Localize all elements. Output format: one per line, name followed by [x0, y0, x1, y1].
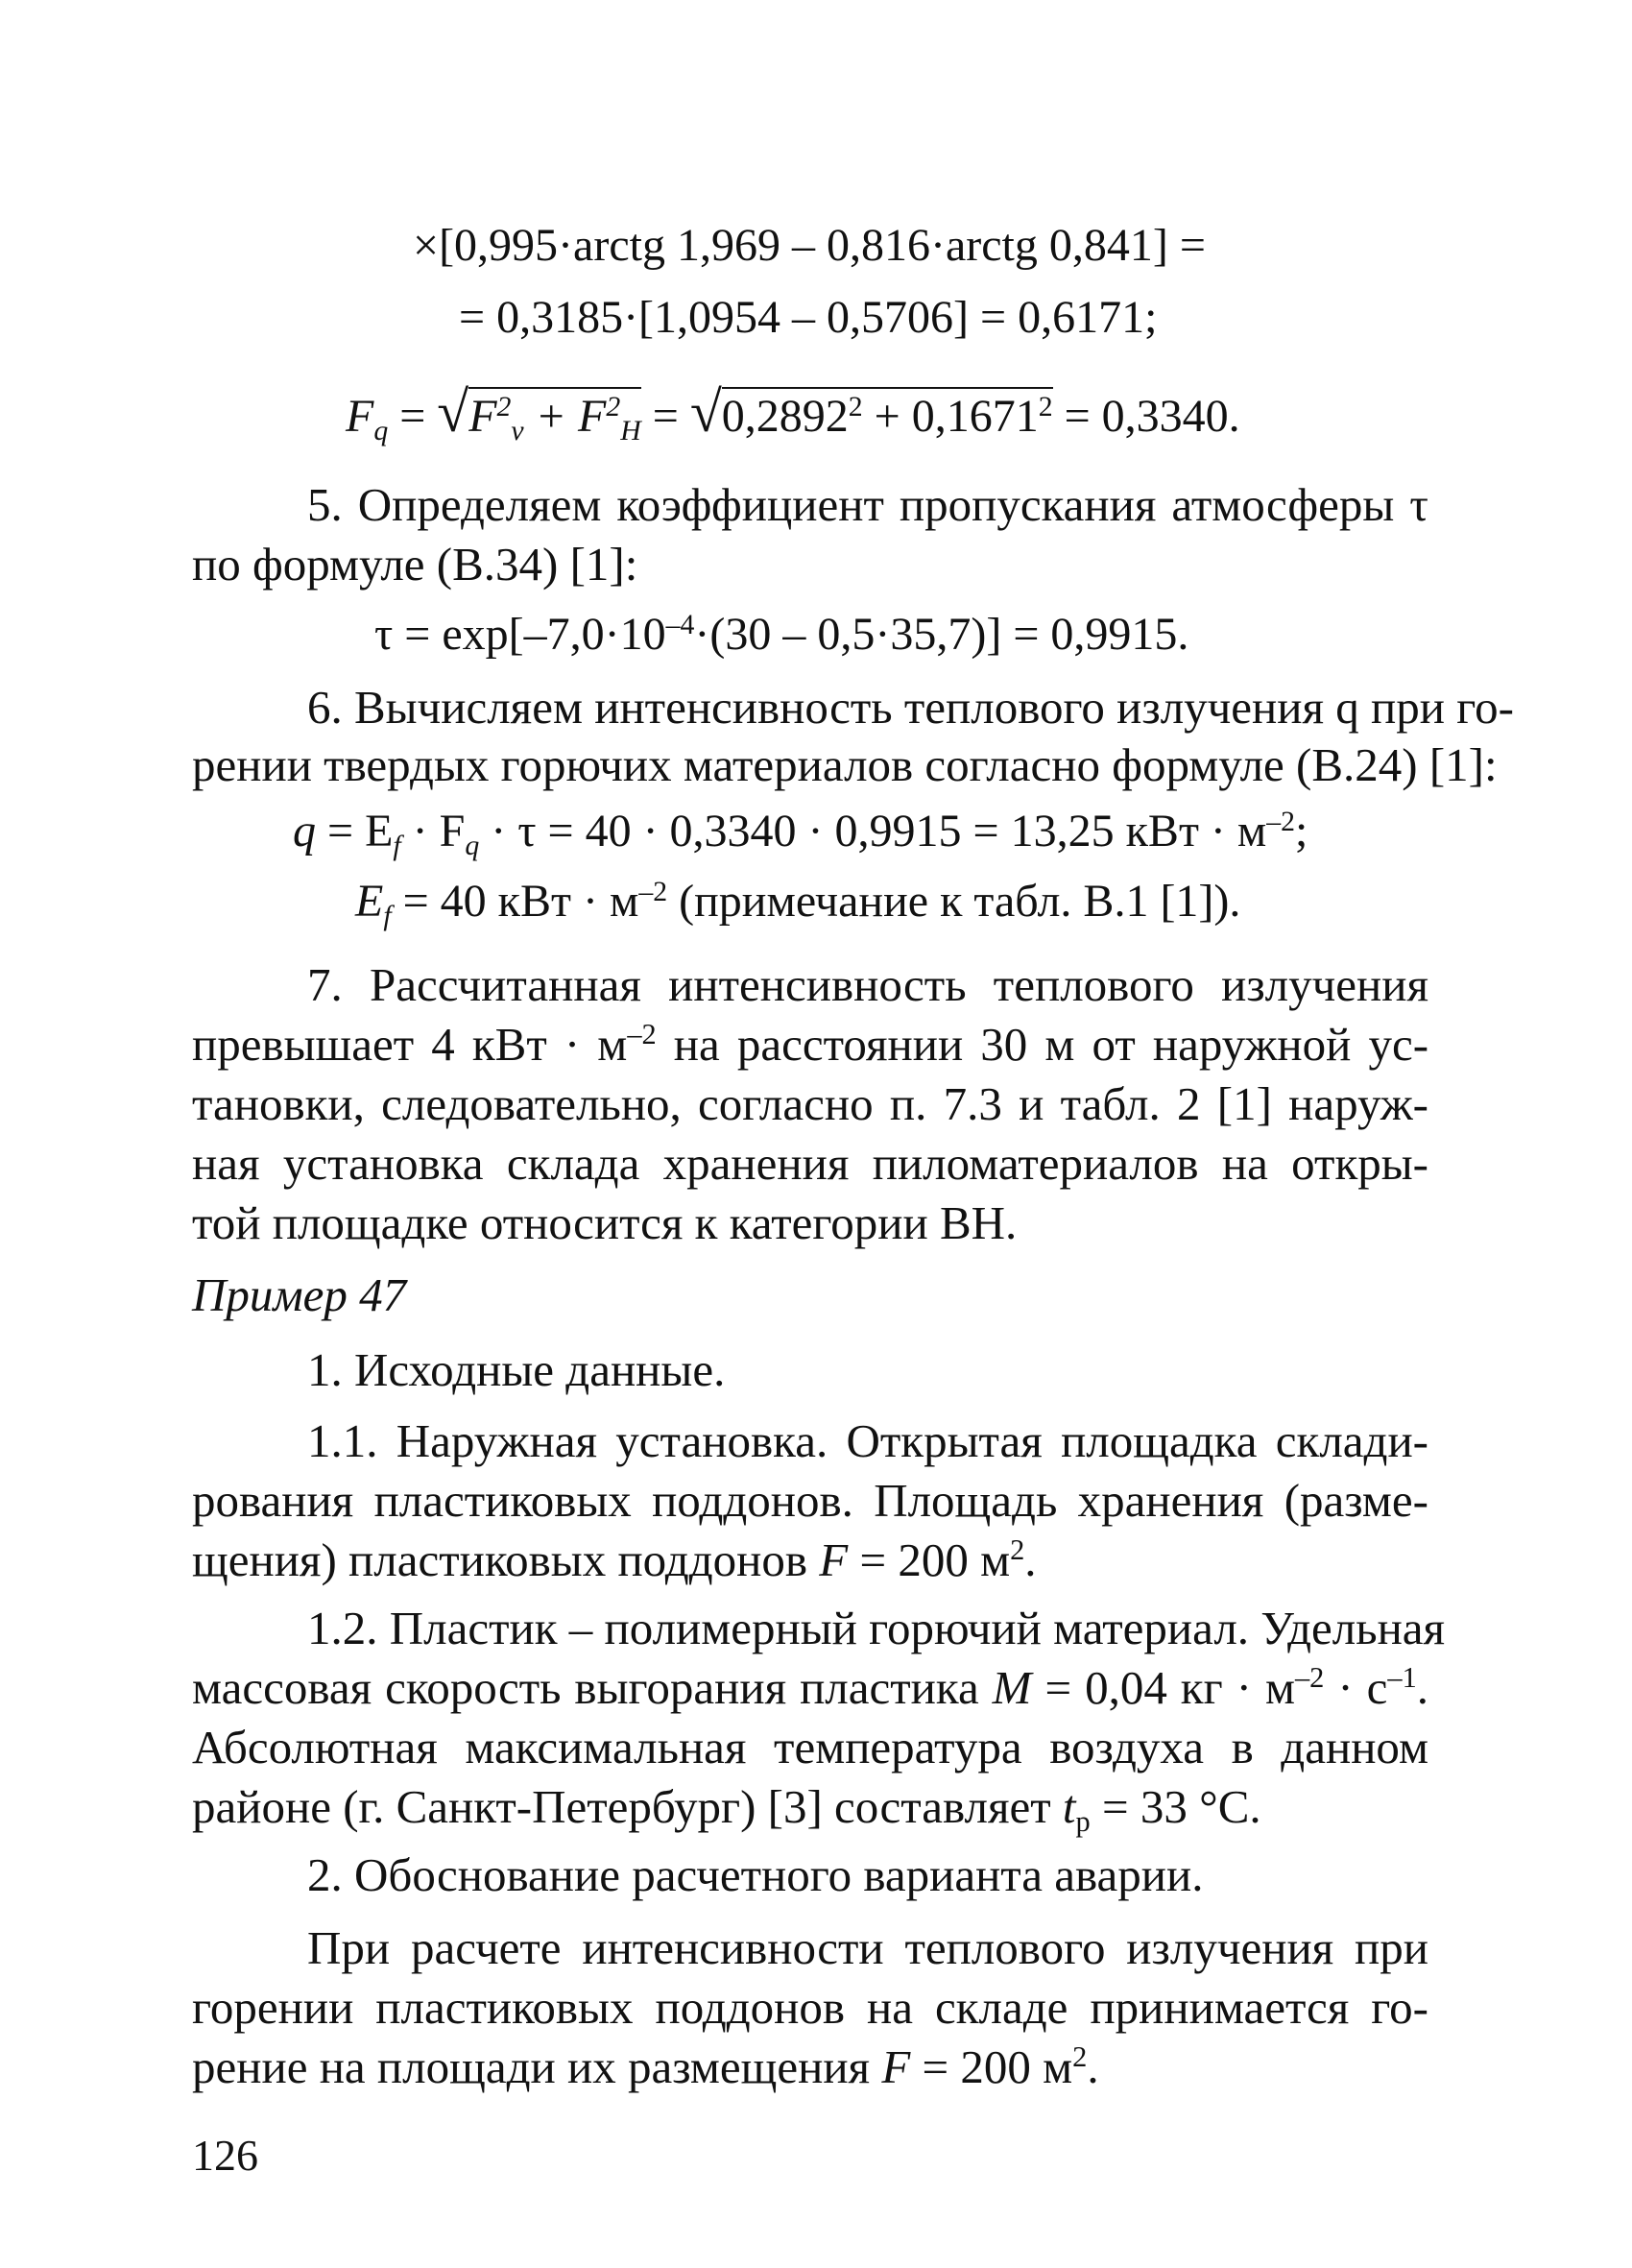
text: рение на площади их размещения [192, 2040, 882, 2093]
sup: –2 [1294, 1661, 1325, 1695]
text: 1.2. Пластик – полимерный горючий материал. Удельная [307, 1602, 1446, 1654]
text: 6. Вычисляем интенсивность теплового излучения q при го- [307, 681, 1514, 734]
text: (примечание к табл. В.1 [1]). [667, 876, 1241, 927]
text: рении твердых горючих материалов согласно формуле (В.24) [1]: [192, 738, 1498, 791]
radicand [468, 387, 641, 446]
sub: v [511, 414, 524, 446]
formula-continuation [413, 216, 1206, 276]
sup: 2 [606, 390, 621, 422]
text: 7. Рассчитанная интенсивность теплового излучения [307, 958, 1428, 1011]
text: = 33 °С. [1090, 1780, 1261, 1833]
text: массовая скорость выгорания пластика [192, 1661, 993, 1714]
section-2-title [307, 1846, 1204, 1905]
text: · F [400, 806, 466, 857]
text: тановки, следовательно, согласно п. 7.3 и табл. 2 [1] наруж- [192, 1077, 1428, 1130]
section-2-para-line-1 [307, 1918, 1428, 1978]
sup: –4 [665, 608, 695, 640]
text: 2. Обоснование расчетного варианта аварии. [307, 1848, 1204, 1901]
sup: 2 [496, 390, 512, 422]
sub: f [393, 829, 401, 861]
text: = 200 м [848, 1533, 1011, 1586]
sub: f [383, 899, 392, 931]
text: 5. Определяем коэффициент пропускания атмосферы τ [307, 478, 1428, 531]
section-1-2-line-3 [192, 1718, 1428, 1777]
sup: 2 [848, 390, 863, 422]
sup: –2 [627, 1018, 657, 1051]
sub-q: q [373, 414, 389, 446]
text: = 40 кВт · м [391, 876, 639, 927]
formula-ef [355, 872, 1240, 931]
text: = 0,04 кг · м [1031, 1661, 1295, 1714]
formula-text: ×[0,995·arctg 1,969 – 0,816·arctg 0,841] = [413, 220, 1206, 271]
number: + 0,1671 [862, 391, 1039, 442]
sqrt-sign-icon: √ [689, 380, 722, 444]
text: щения) пластиковых поддонов [192, 1533, 820, 1586]
plus-var: + F [523, 391, 607, 442]
text: · τ = 40 · 0,3340 · 0,9915 = 13,25 кВт · м [479, 806, 1267, 857]
page-number: 126 [192, 2131, 258, 2180]
var-f: F [881, 2040, 911, 2093]
var-f: F [346, 391, 374, 442]
var-f: F [819, 1533, 849, 1586]
formula-result [459, 288, 1157, 348]
section-2-para-line-2 [192, 1978, 1428, 2038]
text: . [1416, 1661, 1428, 1714]
text: ·(30 – 0,5·35,7)] = 0,9915. [694, 609, 1189, 660]
equals: = [640, 391, 690, 442]
text: горении пластиковых поддонов на складе принимается го- [192, 1981, 1428, 2034]
sup: 2 [1038, 390, 1053, 422]
sup: –2 [638, 875, 668, 907]
text: = E [316, 806, 394, 857]
text: рования пластиковых поддонов. Площадь хранения (разме- [192, 1474, 1428, 1527]
var-f: F [468, 391, 497, 442]
sqrt-sign-icon: √ [437, 380, 469, 444]
var-t: t [1062, 1780, 1076, 1833]
section-2-para-line-3 [192, 2038, 1428, 2097]
paragraph-7-line-4 [192, 1134, 1428, 1194]
equals: = [388, 391, 438, 442]
text: . [1087, 2040, 1099, 2093]
text: 1.1. Наружная установка. Открытая площадка склади- [307, 1414, 1428, 1467]
radicand [722, 387, 1053, 442]
section-1-1-line-1 [307, 1411, 1428, 1471]
sqrt-symbolic [437, 382, 640, 446]
section-1-2-line-2 [192, 1658, 1428, 1718]
section-1-1-line-3 [192, 1531, 1428, 1590]
paragraph-5-line-1 [307, 475, 1428, 535]
formula-text: = 0,3185·[1,0954 – 0,5706] = 0,6171; [459, 292, 1158, 343]
sup: –1 [1387, 1661, 1417, 1695]
paragraph-5-line-2 [192, 535, 1428, 594]
paragraph-6-line-2 [192, 736, 1498, 795]
text: 1. Исходные данные. [307, 1343, 726, 1396]
paragraph-7-line-5 [192, 1194, 1428, 1253]
text: ная установка склада хранения пиломатериалов на откры- [192, 1137, 1428, 1190]
formula-q [293, 802, 1308, 861]
formula-tau [374, 605, 1188, 664]
text: . [1024, 1533, 1037, 1586]
sub: q [465, 829, 480, 861]
paragraph-6-line-1 [307, 678, 1514, 737]
section-1-2-line-4 [192, 1777, 1428, 1837]
number: 0,2892 [721, 391, 849, 442]
text: по формуле (В.34) [1]: [192, 538, 638, 591]
sup: –2 [1266, 805, 1296, 837]
text: Абсолютная максимальная температура воздуха в данном [192, 1721, 1428, 1773]
sub: H [620, 414, 641, 446]
var-m: M [992, 1661, 1032, 1714]
formula-fq [346, 382, 1240, 446]
var-e: E [355, 876, 384, 927]
example-heading [192, 1266, 406, 1325]
text: районе (г. Санкт-Петербург) [3] составляет [192, 1780, 1063, 1833]
text: превышает 4 кВт · м [192, 1018, 628, 1071]
text: τ = exp[–7,0·10 [374, 609, 666, 660]
result: = 0,3340. [1052, 391, 1240, 442]
section-1-title [307, 1340, 725, 1400]
text: той площадке относится к категории ВН. [192, 1196, 1018, 1249]
text: = 200 м [910, 2040, 1073, 2093]
sup: 2 [1072, 2040, 1088, 2074]
sqrt-numeric [690, 382, 1053, 446]
sub: р [1075, 1805, 1091, 1839]
text: ; [1295, 806, 1308, 857]
var-q: q [293, 806, 316, 857]
section-1-2-line-1 [307, 1599, 1446, 1658]
text: При расчете интенсивности теплового излучения при [307, 1921, 1428, 1974]
paragraph-7-line-2 [192, 1015, 1428, 1074]
section-1-1-line-2 [192, 1471, 1428, 1531]
paragraph-7-line-1 [307, 955, 1428, 1015]
text: Пример 47 [192, 1268, 407, 1321]
text: на расстоянии 30 м от наружной ус- [656, 1018, 1429, 1071]
sup: 2 [1010, 1533, 1025, 1567]
text: · с [1324, 1661, 1388, 1714]
paragraph-7-line-3 [192, 1074, 1428, 1134]
